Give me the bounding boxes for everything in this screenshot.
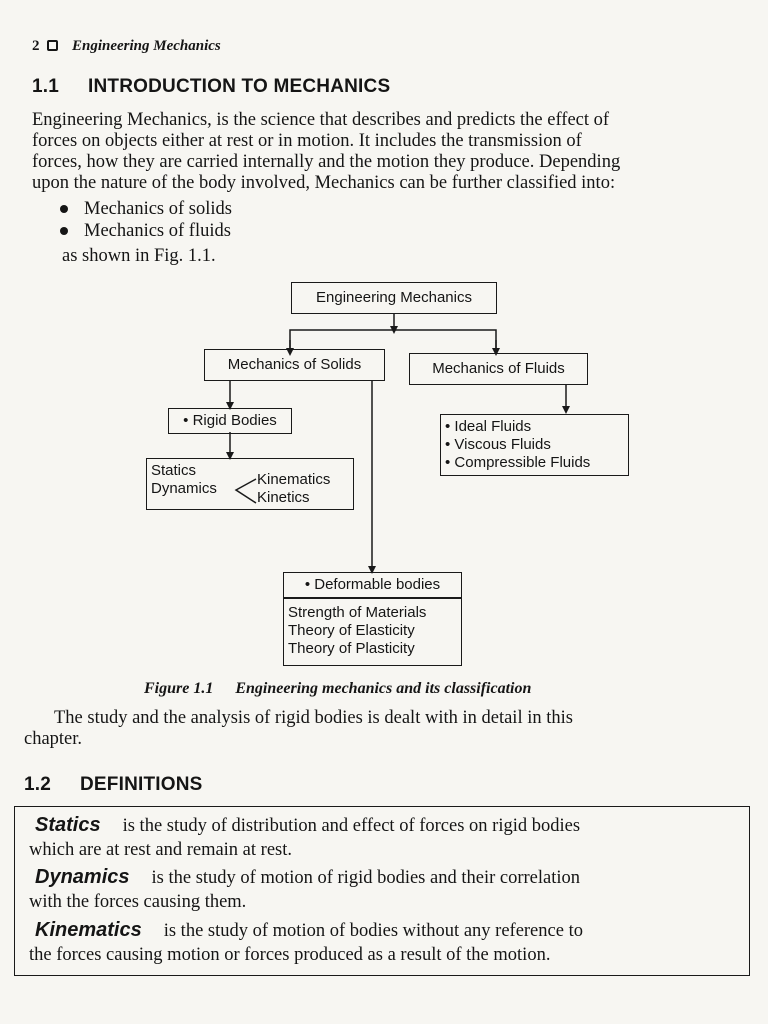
fluid-type: • Ideal Fluids: [445, 418, 532, 435]
paragraph-line: chapter.: [24, 729, 83, 749]
bullet-icon: [60, 205, 68, 213]
figure-label: Figure 1.1: [144, 680, 214, 697]
definition-text: with the forces causing them.: [29, 892, 247, 912]
box-label: Mechanics of Solids: [227, 356, 362, 373]
definition-kinematics: [29, 918, 747, 967]
definitions-box: [14, 806, 750, 976]
bullet-text: Mechanics of solids: [84, 199, 232, 219]
rigid-body-paragraph: [24, 708, 740, 750]
box-label: Engineering Mechanics: [316, 289, 472, 306]
list-item: [60, 220, 232, 242]
box-label: • Rigid Bodies: [183, 412, 277, 429]
paragraph-line: forces on objects either at rest or in motion. It includes the transmission of: [32, 131, 582, 151]
section-title: DEFINITIONS: [80, 774, 203, 795]
box-mechanics-of-fluids: [409, 353, 588, 385]
paragraph-line: upon the nature of the body involved, Mechanics can be further classified into:: [32, 173, 616, 193]
box-label: Mechanics of Fluids: [432, 360, 565, 377]
topic-item: Theory of Elasticity: [288, 622, 415, 639]
box-engineering-mechanics: [291, 282, 497, 314]
dynamics-label: Dynamics: [151, 480, 217, 497]
intro-paragraph: [32, 110, 732, 194]
paragraph-line: Engineering Mechanics, is the science that describes and predicts the effect of: [32, 110, 610, 130]
book-title: Engineering Mechanics: [72, 38, 221, 54]
section-title: INTRODUCTION TO MECHANICS: [88, 76, 391, 97]
box-rigid-bodies: [168, 408, 292, 434]
definition-dynamics: [29, 865, 747, 914]
definition-text: is the study of motion of rigid bodies and their correlation: [151, 868, 580, 888]
statics-dynamics-group: [151, 462, 217, 498]
definition-term: Statics: [35, 814, 101, 836]
section-number: 1.1: [32, 76, 60, 97]
section-number: 1.2: [24, 774, 52, 795]
definition-text: the forces causing motion or forces produced as a result of the motion.: [29, 945, 551, 965]
kinematics-label: Kinematics: [257, 471, 331, 488]
bullet-text: Mechanics of fluids: [84, 221, 231, 241]
statics-label: Statics: [151, 462, 197, 479]
box-mechanics-of-solids: [204, 349, 385, 381]
paragraph-line: forces, how they are carried internally and the motion they produce. Depending: [32, 152, 621, 172]
figure-caption: [144, 680, 531, 698]
square-icon: [47, 40, 58, 51]
definition-statics: [29, 813, 747, 862]
bullet-icon: [60, 227, 68, 235]
definition-text: is the study of motion of bodies without any reference to: [163, 921, 583, 941]
bullet-list: [60, 198, 232, 242]
figure-reference: as shown in Fig. 1.1.: [62, 246, 216, 266]
box-deformable-topics: [283, 598, 462, 666]
box-statics-dynamics: [146, 458, 354, 510]
definition-text: is the study of distribution and effect of forces on rigid bodies: [122, 816, 581, 836]
paragraph-line: The study and the analysis of rigid bodies is dealt with in detail in this: [54, 708, 573, 728]
box-label: • Deformable bodies: [304, 576, 441, 593]
section-heading-1: [32, 76, 390, 98]
topic-item: Strength of Materials: [288, 604, 427, 621]
kinetics-label: Kinetics: [257, 489, 310, 506]
connector-line: [290, 330, 496, 349]
list-item: [60, 198, 232, 220]
fluid-type: • Viscous Fluids: [445, 436, 551, 453]
definition-text: which are at rest and remain at rest.: [29, 840, 292, 860]
kinematics-kinetics-group: [257, 471, 330, 507]
fluid-type: • Compressible Fluids: [445, 454, 591, 471]
topic-item: Theory of Plasticity: [288, 640, 415, 657]
definition-term: Dynamics: [35, 866, 130, 888]
figure-caption-text: Engineering mechanics and its classification: [235, 680, 532, 697]
definition-term: Kinematics: [35, 919, 142, 941]
running-header: [32, 38, 221, 55]
box-fluid-types: [440, 414, 629, 476]
section-heading-2: [24, 774, 203, 796]
page-number: 2: [32, 38, 40, 54]
box-deformable-bodies: [283, 572, 462, 598]
